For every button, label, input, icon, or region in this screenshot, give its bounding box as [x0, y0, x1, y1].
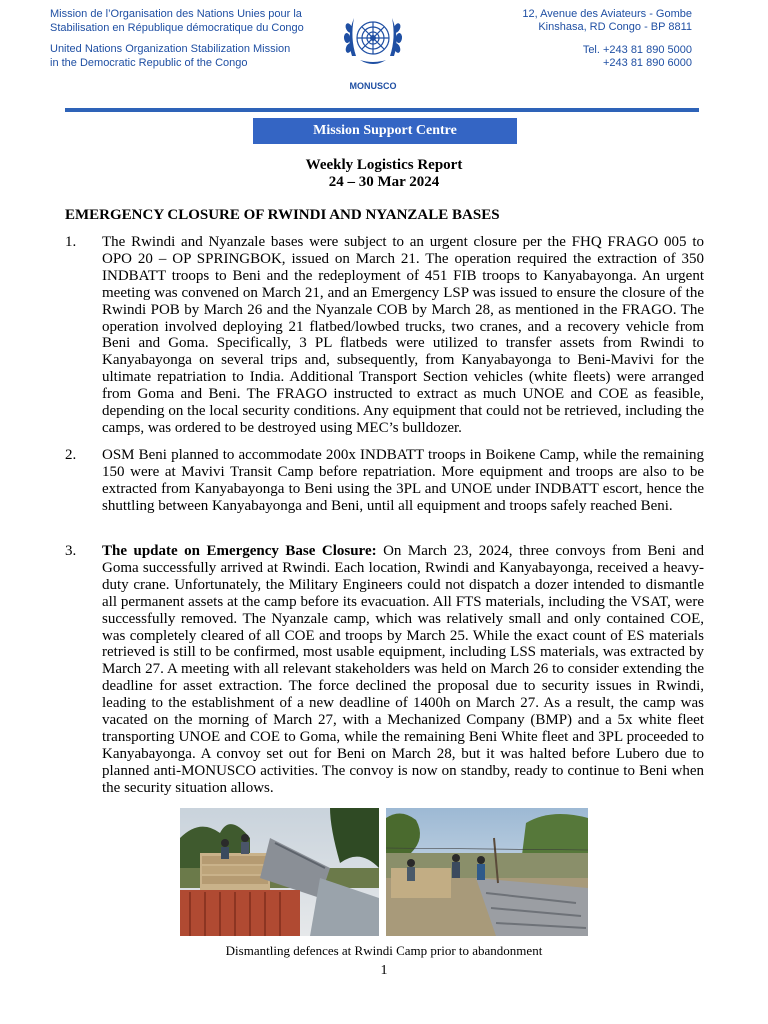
telephone-line1: Tel. +243 81 890 5000 — [582, 44, 692, 56]
paragraph-2 — [65, 447, 704, 515]
paragraph-3 — [65, 543, 704, 797]
mission-name-fr-line2: Stabilisation en République démocratique du Congo — [50, 21, 304, 34]
paragraph-text: The Rwindi and Nyanzale bases were subject to an urgent closure per the FHQ FRAGO 005 to OPO 20 – OP SPRINGBOK, issued on March 21. The operation required the extraction of 350 INDBATT troops to Beni and the redeployment of 451 FIB troops to Kanyabayonga. An urgent meeting was convened on March 21, and an Emergency LSP was issued to ensure the closure of the Rwindi POB by March 26 and the Nyanzale COB by March 28, as mentioned in the FRAGO. The operation involved deploying 21 flatbed/lowbed trucks, two cranes, and a recovery vehicle from Beni and Goma. Specifically, 3 PL flatbeds were utilized to transfer assets from Rwindi to Kanyabayonga on several trips and, subsequently, from Kanyabayonga to Beni-Mavivi for the ultimate repatriation to India. Additional Transport Section vehicles (white fleets) were arranged from Goma and Beni. The FRAGO instructed to extract as much UNOE and COE as feasible, depending on the local security conditions. Any equipment that could not be retrieved, including the camps, was ordered to be destroyed using MEC’s bulldozer. — [102, 234, 704, 436]
telephone-line2: +243 81 890 6000 — [602, 57, 692, 69]
mission-support-banner: Mission Support Centre — [253, 118, 517, 144]
section-heading: EMERGENCY CLOSURE OF RWINDI AND NYANZALE BASES — [65, 207, 500, 223]
paragraph-lead: The update on Emergency Base Closure: — [102, 543, 377, 559]
header-contact-info — [522, 8, 692, 70]
monusco-logo-caption: MONUSCO — [349, 81, 397, 91]
paragraph-body: On March 23, 2024, three convoys from Beni and Goma successfully arrived at Rwindi. Each location, Rwindi and Kanyabayonga, received a heavy-duty crane. Unfortunately, the Military Engineers could not dispatch a dozer intended to dismantle all permanent assets at the camp before its evacuation. All FTS materials, including the VSAT, were successfully removed. The Nyanzale camp, which was relatively small and only contained COE, was completely cleared of all COE and troops by March 25. While the exact count of ES materials retrieved is still to be confirmed, most usable equipment, including LSS materials, was extracted by March 27. A meeting with all relevant stakeholders was held on March 26 to consider extending the deadline for asset extraction. The force declined the proposal due to security issues in Rwindi, leading to the establishment of a new deadline of 1400h on March 27. As a result, the camp was vacated on the morning of March 27, with a Mechanized Company (BMP) and a 5x white fleet transporting UNOE and COE to Goma, while the remaining Beni White fleet and 3PL proceeded to Kanyabayonga. A convoy set out for Beni on March 28, but it was halted before Lubero due to planned anti-MONUSCO activities. The convoy is now on standby, ready to continue to Beni when the security situation allows. — [102, 543, 704, 796]
paragraph-number: 2. — [65, 447, 77, 463]
photo-caption: Dismantling defences at Rwindi Camp prior to abandonment — [225, 943, 543, 958]
mission-name-en-line2: in the Democratic Republic of the Congo — [50, 56, 248, 69]
page-number: 1 — [380, 963, 388, 978]
photo-dismantling-defences — [386, 808, 588, 936]
address-line2: Kinshasa, RD Congo - BP 8811 — [538, 21, 692, 33]
paragraph-number: 3. — [65, 543, 77, 559]
mission-name-fr-line1: Mission de l’Organisation des Nations Unies pour la — [50, 8, 302, 20]
paragraph-1 — [65, 234, 704, 437]
mission-name-en-line1: United Nations Organization Stabilization Mission — [50, 43, 291, 55]
photo-dismantling-crane — [180, 808, 379, 936]
report-title: Weekly Logistics Report — [305, 157, 463, 173]
paragraph-number: 1. — [65, 234, 77, 250]
header-divider — [65, 108, 699, 112]
address-line1: 12, Avenue des Aviateurs - Gombe — [522, 8, 692, 20]
report-period: 24 – 30 Mar 2024 — [328, 174, 440, 190]
header-mission-names — [50, 8, 304, 70]
paragraph-text: OSM Beni planned to accommodate 200x INDBATT troops in Boikene Camp, while the remaining 150 were at Mavivi Transit Camp before repatriation. More equipment and troops are also to be extracted from Kanyabayonga to Beni using the 3PL and UNOE under INDBATT escort, hence the shuttling between Kanyabayonga and Beni, until all equipment and troops safely reached Beni. — [102, 447, 704, 514]
paragraph-text — [102, 543, 704, 797]
un-emblem-logo — [338, 6, 408, 76]
